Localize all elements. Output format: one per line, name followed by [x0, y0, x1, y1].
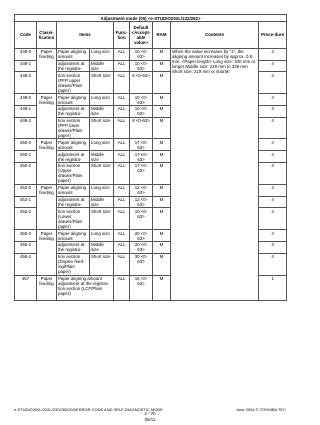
procedure-cell: 4	[259, 184, 287, 196]
procedure-cell: 4	[259, 139, 287, 151]
size-cell: Long size	[90, 184, 114, 196]
item-cell: Paper aligning amount adjustment at the registra-tion section (LCF/Plain paper)	[57, 275, 114, 300]
item-cell: adjustment at the registra-	[57, 105, 90, 117]
header-contents: Contents	[171, 22, 259, 49]
item-cell: Paper aligning amount	[57, 94, 90, 106]
procedure-cell: 4	[259, 253, 287, 275]
size-cell: Middle size	[90, 241, 114, 253]
code-cell: 449-1	[15, 105, 37, 117]
ram-cell: M	[153, 275, 171, 300]
classification-cell: Paper feeding	[37, 275, 57, 300]
code-cell: 448-1	[15, 60, 37, 72]
item-cell: Paper aligning amount	[57, 230, 90, 242]
function-cell: ALL	[114, 60, 130, 72]
code-cell: 452-1	[15, 196, 37, 208]
header-items: Items	[57, 22, 114, 49]
header-function: Func-tion	[114, 22, 130, 49]
function-cell: ALL	[114, 241, 130, 253]
item-cell: tion section (PFP lower drawer/Plain paper)	[57, 117, 90, 139]
ram-cell: M	[153, 72, 171, 94]
item-cell: adjustment at the registra-	[57, 241, 90, 253]
footer-right: June 2004 © TOSHIBA TEC	[235, 407, 286, 412]
item-cell: Paper aligning amount	[57, 139, 90, 151]
code-cell: 450-0	[15, 139, 37, 151]
header-procedure: Proce-dure	[259, 22, 287, 49]
page-number: 2 - 70	[144, 411, 156, 416]
page-ref: 05/11	[144, 417, 156, 422]
code-cell: 457	[15, 275, 37, 300]
procedure-cell: 4	[259, 117, 287, 139]
default-cell: 20 <0-63>	[130, 230, 153, 242]
default-cell: 10 <0-63>	[130, 94, 153, 106]
header-ram: RAM	[153, 22, 171, 49]
item-cell: Paper aligning amount	[57, 184, 90, 196]
size-cell: Middle size	[90, 105, 114, 117]
procedure-cell: 4	[259, 241, 287, 253]
size-cell: Long size	[90, 139, 114, 151]
size-cell: Short size	[90, 163, 114, 185]
table-row	[15, 48, 287, 60]
default-cell: 30 <0-63>	[130, 253, 153, 275]
header-code: Code	[15, 22, 37, 49]
classification-cell: Paper feeding	[37, 94, 57, 139]
function-cell: ALL	[114, 72, 130, 94]
size-cell: Short size	[90, 72, 114, 94]
size-cell: Short size	[90, 117, 114, 139]
classification-cell: Paper feeding	[37, 139, 57, 184]
item-cell: tion section (Upper drawer/Plain paper)	[57, 163, 90, 185]
procedure-cell: 4	[259, 208, 287, 230]
code-cell: 448-2	[15, 72, 37, 94]
code-cell: 452-0	[15, 184, 37, 196]
default-cell: 12 <0-63>	[130, 184, 153, 196]
classification-cell: Paper feeding	[37, 230, 57, 275]
item-cell: adjustment at the registra-	[57, 60, 90, 72]
procedure-cell: 4	[259, 105, 287, 117]
code-cell: 450-1	[15, 151, 37, 163]
size-cell: Middle size	[90, 151, 114, 163]
function-cell: ALL	[114, 151, 130, 163]
contents-cell: When the value increases by "1", the aligning amount increases by approx. 0.8 mm. <Paper length> Long size: 330 mm or longer Middle size: 220 mm to 329 mm Short size: 219 mm or shorter	[171, 48, 259, 300]
code-cell: 455-0	[15, 230, 37, 242]
function-cell: ALL	[114, 275, 130, 300]
function-cell: ALL	[114, 105, 130, 117]
code-cell: 455-2	[15, 253, 37, 275]
default-cell: 10 <0-63>	[130, 208, 153, 230]
header-default: Default <Accept-able value>	[130, 22, 153, 49]
function-cell: ALL	[114, 208, 130, 230]
function-cell: ALL	[114, 196, 130, 208]
procedure-cell: 4	[259, 230, 287, 242]
default-cell: 8 <0-63>	[130, 72, 153, 94]
ram-cell: M	[153, 94, 171, 106]
header-classification: Classi-fication	[37, 22, 57, 49]
function-cell: ALL	[114, 117, 130, 139]
ram-cell: M	[153, 60, 171, 72]
procedure-cell: 4	[259, 48, 287, 60]
default-cell: 8 <0-63>	[130, 117, 153, 139]
item-cell: adjustment at the registra-	[57, 196, 90, 208]
default-cell: 15 <0-63>	[130, 275, 153, 300]
ram-cell: M	[153, 208, 171, 230]
ram-cell: M	[153, 196, 171, 208]
classification-cell: Paper feeding	[37, 48, 57, 93]
item-cell: tion section (Duplex feed-ing/Plain paper)	[57, 253, 90, 275]
footer-left: e-STUDIO200L/202L/232/282/203/ERROR CODE AND SELF-DIAGNOSTIC MODE	[14, 407, 163, 412]
function-cell: ALL	[114, 230, 130, 242]
procedure-cell: 4	[259, 196, 287, 208]
function-cell: ALL	[114, 184, 130, 196]
ram-cell: M	[153, 230, 171, 242]
item-cell: adjustment at the registra-	[57, 151, 90, 163]
ram-cell: M	[153, 184, 171, 196]
size-cell: Short size	[90, 208, 114, 230]
procedure-cell: 4	[259, 60, 287, 72]
function-cell: ALL	[114, 48, 130, 60]
default-cell: 17 <0-63>	[130, 151, 153, 163]
adjustment-mode-table	[14, 14, 287, 301]
ram-cell: M	[153, 117, 171, 139]
ram-cell: M	[153, 105, 171, 117]
table-body	[15, 48, 287, 300]
procedure-cell: 4	[259, 163, 287, 185]
function-cell: ALL	[114, 253, 130, 275]
code-cell: 449-2	[15, 117, 37, 139]
code-cell: 452-2	[15, 208, 37, 230]
item-cell: tion section (PFP upper drawer/Plain paper)	[57, 72, 90, 94]
default-cell: 10 <0-63>	[130, 48, 153, 60]
size-cell: Middle size	[90, 60, 114, 72]
default-cell: 20 <0-63>	[130, 241, 153, 253]
table-title: Adjustment mode (05) <e-STUDIO202L/232/282>	[15, 15, 287, 22]
ram-cell: M	[153, 241, 171, 253]
item-cell: tion section (Lower drawer/Plain paper)	[57, 208, 90, 230]
size-cell: Long size	[90, 230, 114, 242]
size-cell: Long size	[90, 94, 114, 106]
code-cell: 455-1	[15, 241, 37, 253]
default-cell: 10 <0-63>	[130, 60, 153, 72]
item-cell: Paper aligning amount	[57, 48, 90, 60]
function-cell: ALL	[114, 163, 130, 185]
procedure-cell: 4	[259, 94, 287, 106]
default-cell: 17 <0-63>	[130, 163, 153, 185]
ram-cell: M	[153, 48, 171, 60]
default-cell: 12 <0-63>	[130, 196, 153, 208]
code-cell: 450-2	[15, 163, 37, 185]
ram-cell: M	[153, 163, 171, 185]
size-cell: Short size	[90, 253, 114, 275]
size-cell: Middle size	[90, 196, 114, 208]
classification-cell: Paper feeding	[37, 184, 57, 229]
code-cell: 448-0	[15, 48, 37, 60]
default-cell: 17 <0-63>	[130, 139, 153, 151]
ram-cell: M	[153, 253, 171, 275]
ram-cell: M	[153, 139, 171, 151]
code-cell: 449-0	[15, 94, 37, 106]
function-cell: ALL	[114, 94, 130, 106]
default-cell: 10 <0-63>	[130, 105, 153, 117]
ram-cell: M	[153, 151, 171, 163]
procedure-cell: 4	[259, 151, 287, 163]
procedure-cell: 1	[259, 275, 287, 300]
procedure-cell: 4	[259, 72, 287, 94]
size-cell: Long size	[90, 48, 114, 60]
function-cell: ALL	[114, 139, 130, 151]
